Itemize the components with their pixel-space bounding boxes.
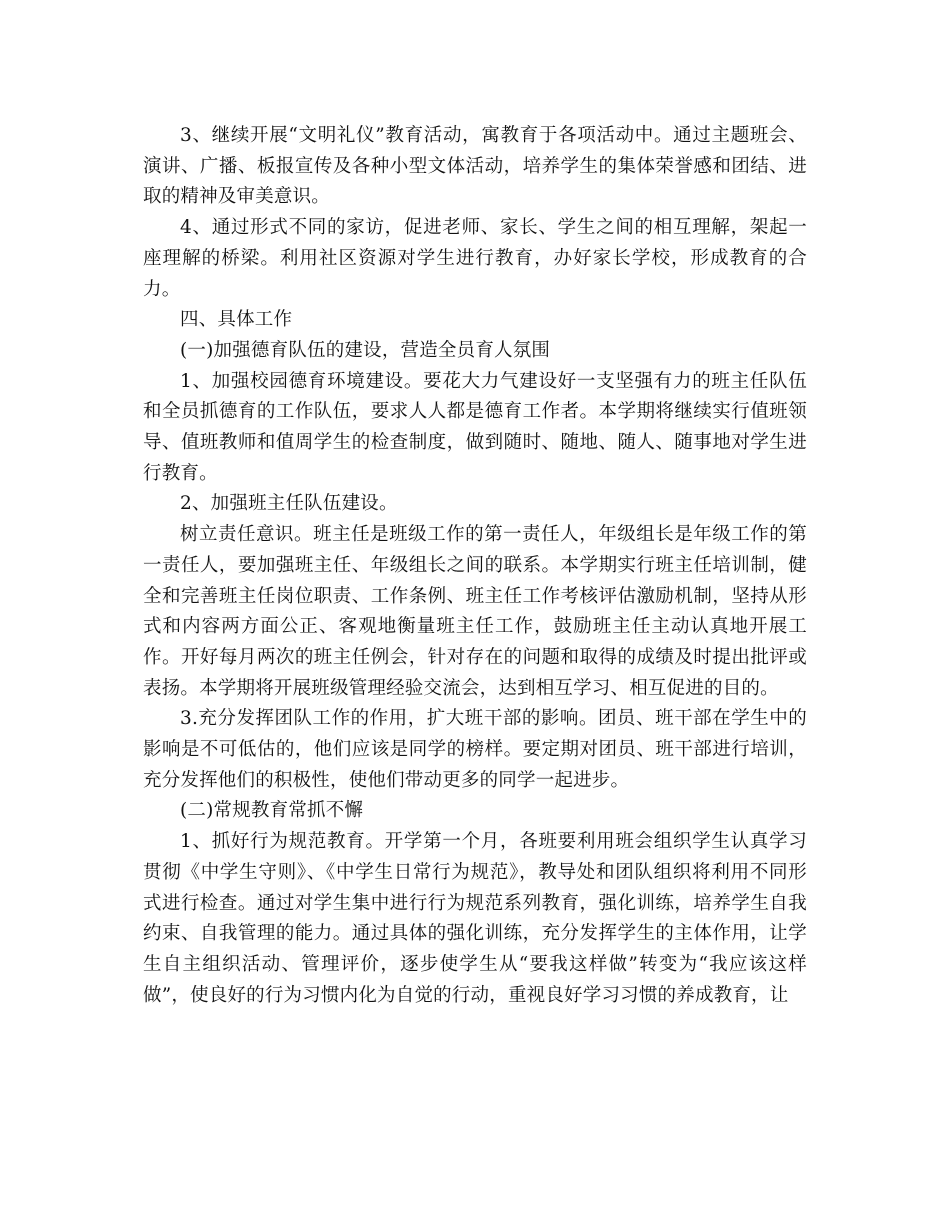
paragraph-home-visits: 4、通过形式不同的家访，促进老师、家长、学生之间的相互理解，架起一座理解的桥梁。利用社区资源对学生进行教育，办好家长学校，形成教育的合力。: [143, 217, 807, 300]
paragraph-etiquette-activities: 3、继续开展“文明礼仪”教育活动，寓教育于各项活动中。通过主题班会、演讲、广播、板报宣传及各种小型文体活动，培养学生的集体荣誉感和团结、进取的精神及审美意识。: [143, 125, 807, 208]
paragraph-campus-environment: 1、加强校园德育环境建设。要花大力气建设好一支坚强有力的班主任队伍和全员抓德育的工作队伍，要求人人都是德育工作者。本学期将继续实行值班领导、值班教师和值周学生的检查制度，做到随时、随地、随人、随事地对学生进行教育。: [143, 370, 807, 484]
paragraph-behavior-norms: 1、抓好行为规范教育。开学第一个月，各班要利用班会组织学生认真学习贯彻《中学生守则》、《中学生日常行为规范》，教导处和团队组织将利用不同形式进行检查。通过对学生集中进行行为规范系列教育，强化训练，培养学生自我约束、自我管理的能力。通过具体的强化训练，充分发挥学生的主体作用，让学生自主组织活动、管理评价，逐步使学生从“要我这样做”转变为“我应该这样做”，使良好的行为习惯内化为自觉的行动，重视良好学习习惯的养成教育，让: [143, 831, 807, 1006]
document-body: [143, 121, 807, 1011]
paragraph-head-teacher-team: 2、加强班主任队伍建设。: [180, 493, 398, 515]
section-heading-specific-work: 四、具体工作: [180, 309, 293, 331]
paragraph-league-cadres: 3.充分发挥团队工作的作用，扩大班干部的影响。团员、班干部在学生中的影响是不可低估的，他们应该是同学的榜样。要定期对团员、班干部进行培训，充分发挥他们的积极性，使他们带动更多的同学一起进步。: [143, 708, 807, 791]
subsection-heading-team-building: (一)加强德育队伍的建设，营造全员育人氛围: [180, 339, 551, 361]
subsection-heading-routine-education: (二)常规教育常抓不懈: [180, 800, 364, 822]
paragraph-responsibility-awareness: 树立责任意识。班主任是班级工作的第一责任人，年级组长是年级工作的第一责任人，要加强班主任、年级组长之间的联系。本学期实行班主任培训制，健全和完善班主任岗位职责、工作条例、班主任工作考核评估激励机制，坚持从形式和内容两方面公正、客观地衡量班主任工作，鼓励班主任主动认真地开展工作。开好每月两次的班主任例会，针对存在的问题和取得的成绩及时提出批评或表扬。本学期将开展班级管理经验交流会，达到相互学习、相互促进的目的。: [143, 524, 807, 699]
